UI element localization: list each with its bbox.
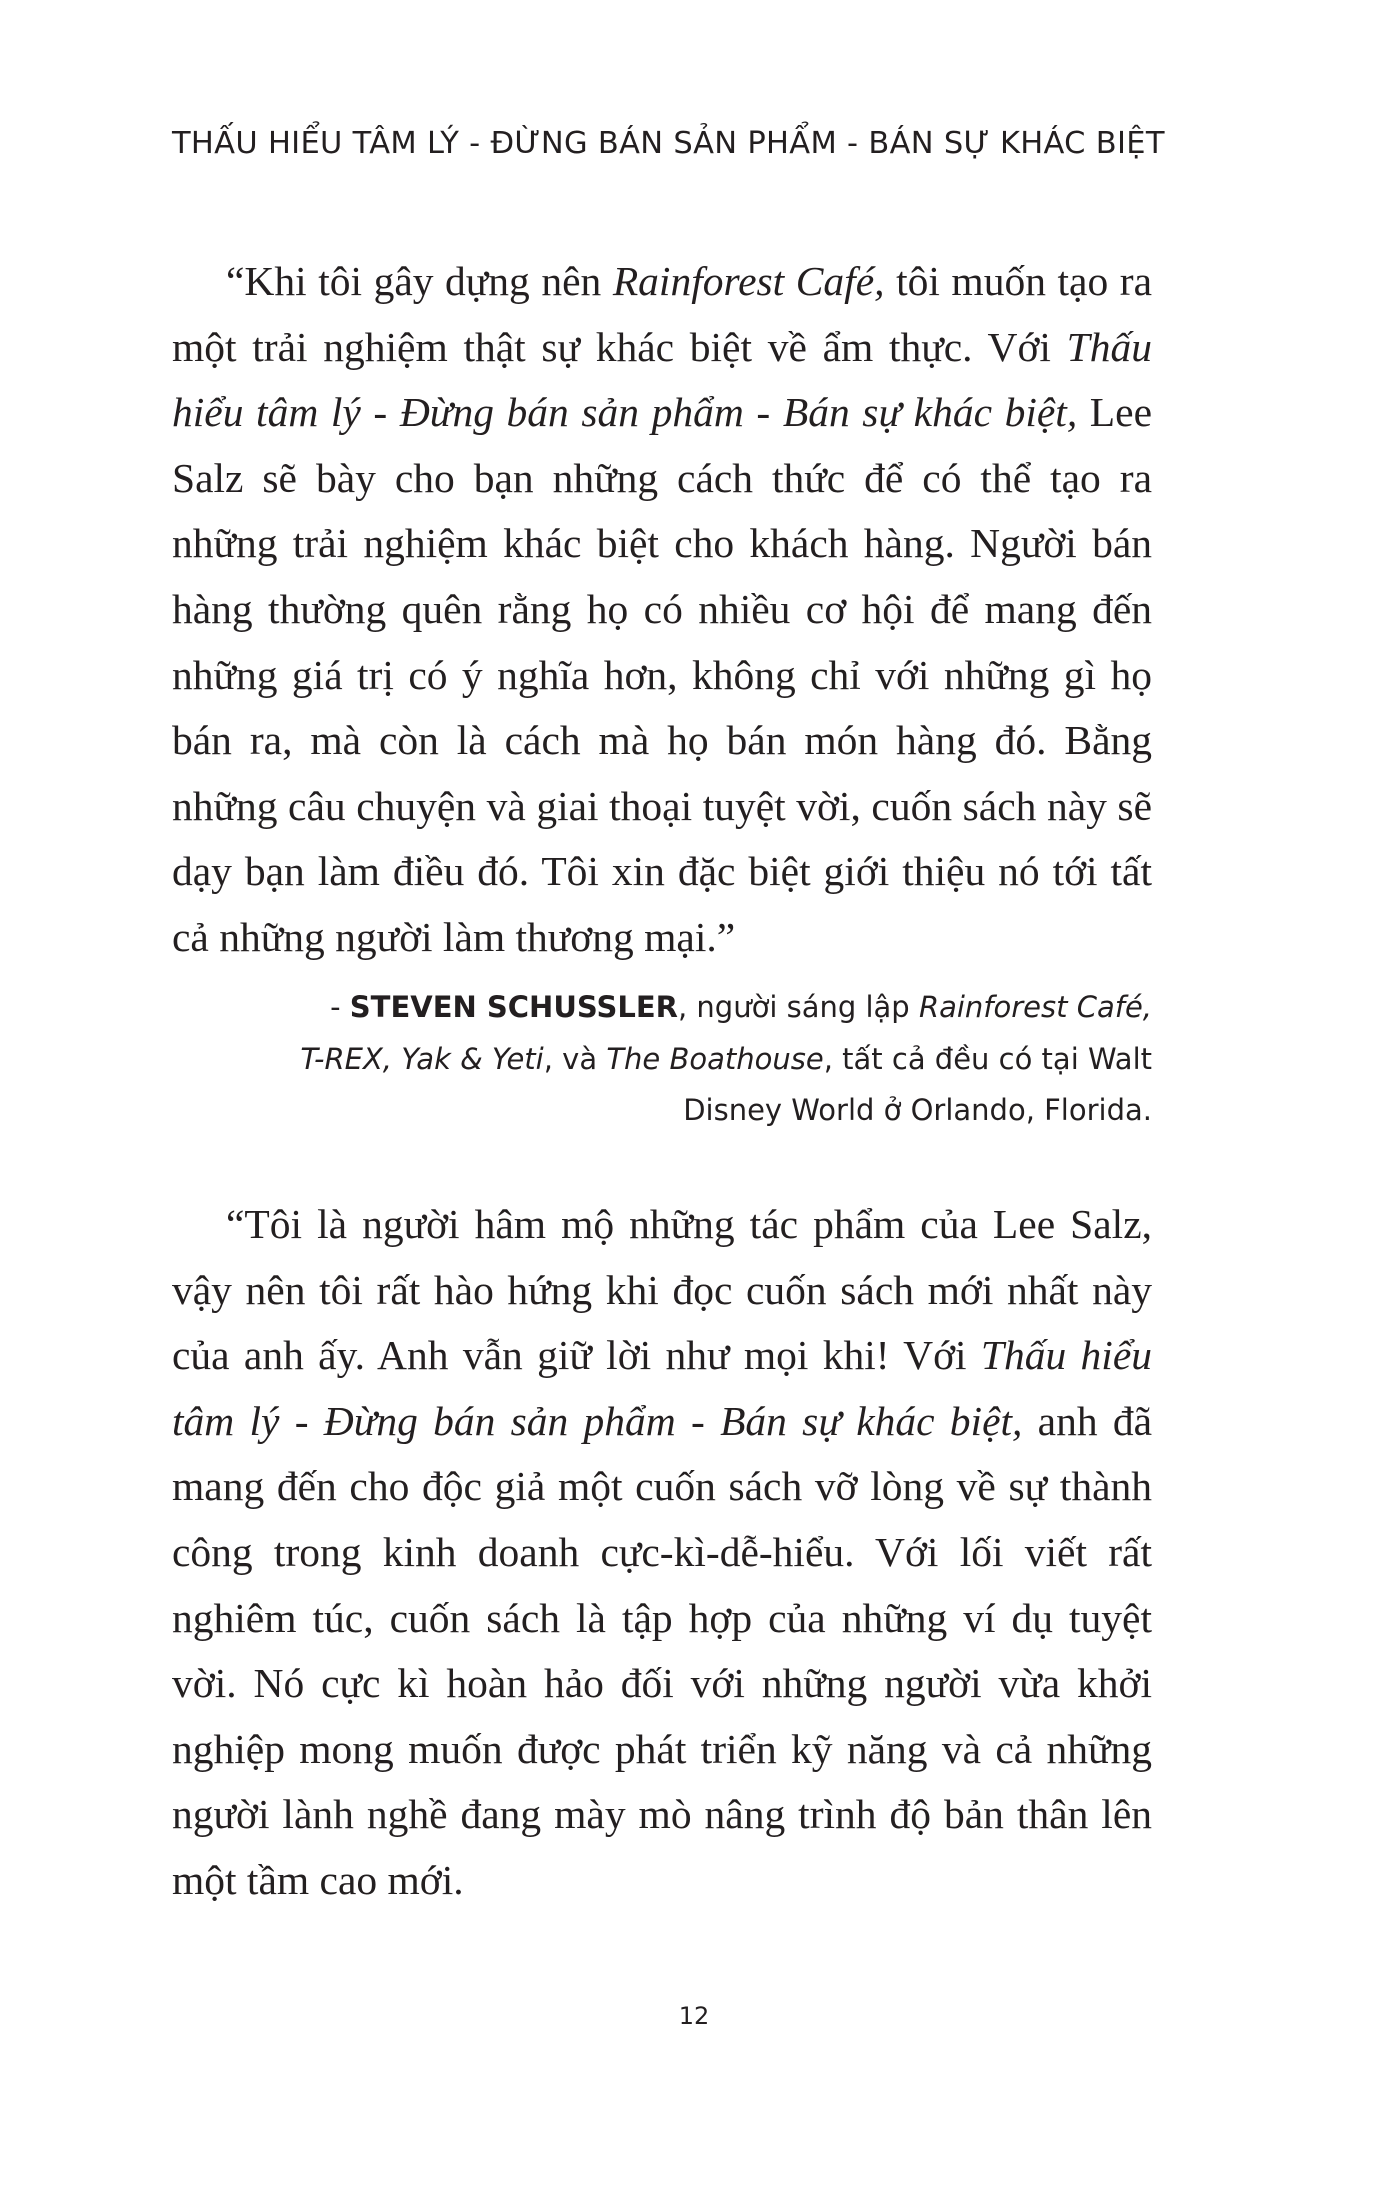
attribution-text-b: , và (543, 1041, 607, 1076)
quote-1-attribution (300, 982, 1152, 1137)
quote-1-italic-a: Rainforest Café, (612, 258, 885, 304)
attribution-dash: - (330, 990, 350, 1024)
testimonial-quote-1 (172, 249, 1152, 971)
quote-1-text-b: tôi muốn tạo ra một trải nghiệm thật sự khác biệt về ẩm thực. Với (172, 258, 1153, 370)
quote-1-text-c: Lee Salz sẽ bày cho bạn những cách thức để có thể tạo ra những trải nghiệm khác biệt cho khách hàng. Người bán hàng thường quên rằng họ có nhiều cơ hội để mang đến những giá trị có ý nghĩa hơn, không chỉ với những gì họ bán ra, mà còn là cách mà họ bán món hàng đó. Bằng những câu chuyện và giai thoại tuyệt vời, cuốn sách này sẽ dạy bạn làm điều đó. Tôi xin đặc biệt giới thiệu nó tới tất cả những người làm thương mại.” (172, 389, 1152, 960)
quote-2-text-a: “Tôi là người hâm mộ những tác phẩm của Lee Salz, vậy nên tôi rất hào hứng khi đọc cuốn sách mới nhất này của anh ấy. Anh vẫn giữ lời như mọi khi! Với (172, 1201, 1152, 1379)
attribution-text-c: , tất cả đều có tại Walt Disney World ở Orlando, Florida. (683, 1041, 1152, 1127)
quote-2-italic-a: Thấu hiểu tâm lý - Đừng bán sản phẩm - Bán sự khác biệt, (172, 1332, 1152, 1444)
testimonial-quote-2 (172, 1192, 1152, 1914)
attribution-italic-a: Rainforest Café, T-REX, Yak & Yeti (300, 990, 1152, 1076)
quote-1-text-a: “Khi tôi gây dựng nên (226, 258, 613, 304)
quote-1-italic-b: Thấu hiểu tâm lý - Đừng bán sản phẩm - Bán sự khác biệt, (172, 323, 1152, 436)
attribution-name: STEVEN SCHUSSLER (349, 990, 678, 1024)
attribution-italic-b: The Boathouse (606, 1041, 824, 1076)
attribution-text-a: , người sáng lập (677, 990, 919, 1024)
running-header: THẤU HIỂU TÂM LÝ - ĐỪNG BÁN SẢN PHẨM - BÁN SỰ KHÁC BIỆT (172, 126, 1165, 161)
quote-2-paragraph (172, 1192, 1152, 1914)
page-number: 12 (678, 2002, 710, 2030)
quote-2-text-b: anh đã mang đến cho độc giả một cuốn sách vỡ lòng về sự thành công trong kinh doanh cực-kì-dễ-hiểu. Với lối viết rất nghiêm túc, cuốn sách là tập hợp của những ví dụ tuyệt vời. Nó cực kì hoàn hảo đối với những người vừa khởi nghiệp mong muốn được phát triển kỹ năng và cả những người lành nghề đang mày mò nâng trình độ bản thân lên một tầm cao mới. (172, 1397, 1152, 1903)
quote-1-paragraph (172, 249, 1152, 971)
